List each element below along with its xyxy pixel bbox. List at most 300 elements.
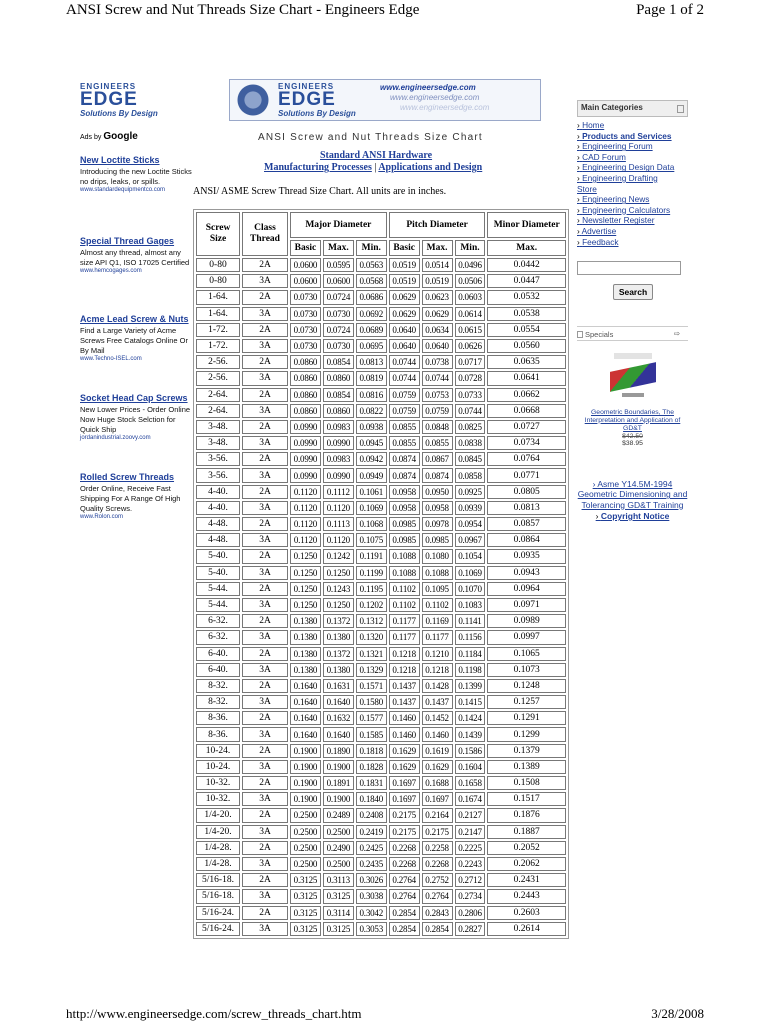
diameter-cell: 0.0442	[487, 258, 566, 272]
section-links	[264, 162, 482, 173]
diameter-cell: 0.2854	[389, 922, 420, 936]
diameter-cell: 0.2734	[455, 889, 486, 903]
diameter-cell: 0.1439	[455, 727, 486, 741]
print-header: ANSI Screw and Nut Threads Size Chart - Engineers Edge	[66, 2, 420, 18]
table-row	[196, 307, 566, 321]
diameter-cell: 0.2854	[389, 906, 420, 920]
diameter-cell: 0.0724	[323, 290, 354, 304]
arrow-icon: ›	[577, 120, 580, 130]
diameter-cell: 0.0600	[290, 258, 321, 272]
screw-size-cell: 2-56.	[196, 355, 240, 369]
table-row	[196, 727, 566, 741]
diameter-cell: 0.0532	[487, 290, 566, 304]
diameter-cell: 0.0727	[487, 420, 566, 434]
diameter-cell: 0.0730	[323, 339, 354, 353]
specials-title: Specials	[585, 329, 614, 339]
table-row	[196, 533, 566, 547]
table-row	[196, 630, 566, 644]
table-row	[196, 258, 566, 272]
category-item[interactable]	[577, 215, 688, 226]
diameter-cell: 0.0985	[422, 533, 453, 547]
diameter-cell: 0.0730	[323, 307, 354, 321]
ad-title[interactable]: Rolled Screw Threads	[80, 472, 175, 482]
diameter-cell: 0.2243	[455, 857, 486, 871]
diameter-cell: 0.0997	[487, 630, 566, 644]
diameter-cell: 0.0958	[389, 501, 420, 515]
diameter-cell: 0.3125	[323, 889, 354, 903]
diameter-cell: 0.1437	[389, 695, 420, 709]
category-item[interactable]	[577, 205, 688, 216]
diameter-cell: 0.1640	[323, 695, 354, 709]
table-row	[196, 323, 566, 337]
screw-size-cell: 1-64.	[196, 290, 240, 304]
diameter-cell: 0.0983	[323, 420, 354, 434]
class-thread-cell: 2A	[242, 776, 288, 790]
diameter-cell: 0.0759	[422, 404, 453, 418]
table-row	[196, 695, 566, 709]
class-thread-cell: 2A	[242, 517, 288, 531]
diameter-cell: 0.2062	[487, 857, 566, 871]
diameter-cell: 0.0816	[356, 388, 387, 402]
diameter-cell: 0.0854	[323, 355, 354, 369]
diameter-cell: 0.2500	[290, 841, 321, 855]
diameter-cell: 0.1195	[356, 582, 387, 596]
screw-size-cell: 6-32.	[196, 630, 240, 644]
ad-rolled-screw[interactable]	[80, 472, 192, 520]
class-thread-cell: 2A	[242, 388, 288, 402]
category-label: Engineering Design Data	[582, 162, 675, 173]
table-row	[196, 841, 566, 855]
table-row	[196, 582, 566, 596]
diameter-cell: 0.1250	[290, 549, 321, 563]
diameter-cell: 0.0614	[455, 307, 486, 321]
category-label: Feedback	[582, 236, 619, 247]
arrow-icon: ›	[577, 194, 580, 205]
table-row	[196, 598, 566, 612]
diameter-cell: 0.1424	[455, 711, 486, 725]
category-list	[577, 117, 688, 247]
diameter-cell: 0.0990	[290, 468, 321, 482]
category-label: Engineering Drafting	[582, 172, 658, 183]
screw-size-cell: 1-72.	[196, 323, 240, 337]
diameter-cell: 0.3125	[290, 889, 321, 903]
diameter-cell: 0.0954	[455, 517, 486, 531]
diameter-cell: 0.1218	[389, 647, 420, 661]
ad-url[interactable]: www.standardequipmentco.com	[80, 187, 166, 193]
diameter-cell: 0.1640	[290, 727, 321, 741]
diameter-cell: 0.1112	[323, 485, 354, 499]
diameter-cell: 0.1900	[290, 776, 321, 790]
diameter-cell: 0.0734	[487, 436, 566, 450]
diameter-cell: 0.1508	[487, 776, 566, 790]
site-banner[interactable]	[229, 79, 541, 121]
diameter-cell: 0.0867	[422, 452, 453, 466]
class-thread-cell: 2A	[242, 614, 288, 628]
diameter-cell: 0.0950	[422, 485, 453, 499]
diameter-cell: 0.1102	[422, 598, 453, 612]
screw-size-cell: 5-44.	[196, 598, 240, 612]
diameter-cell: 0.0943	[487, 566, 566, 580]
category-label: Home	[582, 120, 605, 130]
diameter-cell: 0.1674	[455, 792, 486, 806]
banner-logo-top: ENGINEERS	[278, 82, 335, 91]
diameter-cell: 0.1054	[455, 549, 486, 563]
class-thread-cell: 3A	[242, 436, 288, 450]
diameter-cell: 0.0724	[323, 323, 354, 337]
screw-size-cell: 1/4-28.	[196, 841, 240, 855]
applications-design-link[interactable]: Applications and Design	[378, 162, 483, 173]
diameter-cell: 0.1876	[487, 808, 566, 822]
header-basic: Basic	[290, 240, 321, 256]
diameter-cell: 0.1828	[356, 760, 387, 774]
diameter-cell: 0.0925	[455, 485, 486, 499]
category-item[interactable]	[577, 131, 688, 142]
diameter-cell: 0.1437	[389, 679, 420, 693]
diameter-cell: 0.0848	[422, 420, 453, 434]
diameter-cell: 0.2764	[422, 889, 453, 903]
diameter-cell: 0.0813	[356, 355, 387, 369]
logo-top-text: ENGINEERS	[80, 82, 137, 91]
diameter-cell: 0.0874	[422, 468, 453, 482]
class-thread-cell: 2A	[242, 808, 288, 822]
screw-size-cell: 8-36.	[196, 727, 240, 741]
diameter-cell: 0.1380	[323, 630, 354, 644]
diameter-cell: 0.1177	[422, 630, 453, 644]
class-thread-cell: 3A	[242, 339, 288, 353]
ad-acme-lead-screw[interactable]	[80, 314, 192, 362]
diameter-cell: 0.2431	[487, 873, 566, 887]
arrow-icon: ›	[577, 215, 580, 226]
gdt-book-image[interactable]	[606, 353, 660, 405]
diameter-cell: 0.1629	[389, 760, 420, 774]
diameter-cell: 0.2827	[455, 922, 486, 936]
table-row	[196, 760, 566, 774]
screw-size-cell: 0-80	[196, 274, 240, 288]
diameter-cell: 0.0744	[389, 371, 420, 385]
diameter-cell: 0.2147	[455, 825, 486, 839]
diameter-cell: 0.2258	[422, 841, 453, 855]
diameter-cell: 0.1460	[389, 711, 420, 725]
diameter-cell: 0.1619	[422, 744, 453, 758]
diameter-cell: 0.2712	[455, 873, 486, 887]
diameter-cell: 0.1243	[323, 582, 354, 596]
arrow-right-icon[interactable]: ⇨	[673, 328, 680, 338]
category-label: Advertise	[581, 225, 617, 236]
category-label: Products and Services	[582, 130, 672, 141]
ad-url[interactable]: www.hemcogages.com	[80, 268, 142, 274]
diameter-cell: 0.1088	[389, 566, 420, 580]
diameter-cell: 0.0506	[455, 274, 486, 288]
diameter-cell: 0.1199	[356, 566, 387, 580]
ads-by-google[interactable]	[80, 131, 138, 142]
arrow-icon: ›	[577, 162, 580, 173]
diameter-cell: 0.0560	[487, 339, 566, 353]
screw-size-cell: 1-64.	[196, 307, 240, 321]
diameter-cell: 0.0860	[290, 388, 321, 402]
diameter-cell: 0.0935	[487, 549, 566, 563]
diameter-cell: 0.0759	[389, 388, 420, 402]
diameter-cell: 0.0949	[356, 468, 387, 482]
diameter-cell: 0.0938	[356, 420, 387, 434]
diameter-cell: 0.0717	[455, 355, 486, 369]
table-row	[196, 663, 566, 677]
class-thread-cell: 2A	[242, 711, 288, 725]
category-item[interactable]	[577, 152, 688, 163]
diameter-cell: 0.0978	[422, 517, 453, 531]
diameter-cell: 0.1640	[290, 695, 321, 709]
diameter-cell: 0.1697	[389, 776, 420, 790]
ad-socket-head[interactable]	[80, 393, 192, 441]
diameter-cell: 0.1250	[290, 566, 321, 580]
ad-title[interactable]: Socket Head Cap Screws	[80, 393, 188, 403]
diameter-cell: 0.0759	[389, 404, 420, 418]
header-screw-size: Screw Size	[196, 212, 240, 256]
screw-size-cell: 2-56.	[196, 371, 240, 385]
diameter-cell: 0.0519	[389, 258, 420, 272]
screw-size-cell: 5-40.	[196, 549, 240, 563]
diameter-cell: 0.1380	[323, 663, 354, 677]
diameter-cell: 0.1887	[487, 825, 566, 839]
diameter-cell: 0.1688	[422, 776, 453, 790]
ad-title[interactable]: New Loctite Sticks	[80, 155, 160, 165]
class-thread-cell: 2A	[242, 841, 288, 855]
diameter-cell: 0.0629	[389, 290, 420, 304]
diameter-cell: 0.1156	[455, 630, 486, 644]
screw-size-cell: 6-32.	[196, 614, 240, 628]
screw-size-cell: 4-40.	[196, 501, 240, 515]
diameter-cell: 0.0662	[487, 388, 566, 402]
diameter-cell: 0.0990	[290, 420, 321, 434]
diameter-cell: 0.3038	[356, 889, 387, 903]
diameter-cell: 0.0629	[422, 307, 453, 321]
diameter-cell: 0.2854	[422, 922, 453, 936]
ad-title[interactable]: Special Thread Gages	[80, 236, 175, 246]
page-title: ANSI Screw and Nut Threads Size Chart	[258, 132, 483, 143]
table-row	[196, 614, 566, 628]
diameter-cell: 0.0615	[455, 323, 486, 337]
diameter-cell: 0.2175	[422, 825, 453, 839]
diameter-cell: 0.0985	[389, 517, 420, 531]
category-item[interactable]	[577, 237, 688, 248]
manufacturing-processes-link[interactable]: Manufacturing Processes	[264, 162, 372, 173]
diameter-cell: 0.1075	[356, 533, 387, 547]
screw-size-cell: 8-32.	[196, 695, 240, 709]
diameter-cell: 0.1250	[323, 566, 354, 580]
minimize-icon[interactable]	[677, 105, 684, 113]
diameter-cell: 0.0771	[487, 468, 566, 482]
diameter-cell: 0.0860	[290, 404, 321, 418]
book-title-link[interactable]: Geometric Boundaries, The Interpretation and Application of GD&T	[584, 408, 681, 432]
class-thread-cell: 2A	[242, 258, 288, 272]
ad-url[interactable]: www.Techno-ISEL.com	[80, 356, 142, 362]
screw-size-cell: 5/16-18.	[196, 873, 240, 887]
diameter-cell: 0.0668	[487, 404, 566, 418]
diameter-cell: 0.0860	[290, 371, 321, 385]
diameter-cell: 0.0744	[422, 371, 453, 385]
diameter-cell: 0.1198	[455, 663, 486, 677]
diameter-cell: 0.0640	[422, 339, 453, 353]
diameter-cell: 0.1372	[323, 614, 354, 628]
class-thread-cell: 3A	[242, 274, 288, 288]
table-row	[196, 339, 566, 353]
diameter-cell: 0.1586	[455, 744, 486, 758]
diameter-cell: 0.0744	[389, 355, 420, 369]
diameter-cell: 0.1242	[323, 549, 354, 563]
class-thread-cell: 2A	[242, 906, 288, 920]
asme-training-label: Asme Y14.5M-1994 Geometric Dimensioning and Tolerancing GD&T Training	[577, 478, 688, 510]
category-item[interactable]	[577, 162, 688, 173]
diameter-cell: 0.1141	[455, 614, 486, 628]
header-class-thread: Class Thread	[242, 212, 288, 256]
diameter-cell: 0.0854	[323, 388, 354, 402]
engineers-edge-logo[interactable]	[80, 82, 190, 122]
diameter-cell: 0.0942	[356, 452, 387, 466]
diameter-cell: 0.0623	[422, 290, 453, 304]
diameter-cell: 0.1250	[323, 598, 354, 612]
category-item[interactable]	[577, 194, 688, 205]
class-thread-cell: 3A	[242, 598, 288, 612]
diameter-cell: 0.0964	[487, 582, 566, 596]
diameter-cell: 0.1399	[455, 679, 486, 693]
diameter-cell: 0.1380	[290, 614, 321, 628]
screw-size-cell: 1-72.	[196, 339, 240, 353]
diameter-cell: 0.0958	[422, 501, 453, 515]
diameter-cell: 0.0603	[455, 290, 486, 304]
diameter-cell: 0.1380	[290, 663, 321, 677]
standard-ansi-hardware-link[interactable]: Standard ANSI Hardware	[320, 150, 433, 161]
diameter-cell: 0.0990	[323, 468, 354, 482]
table-row	[196, 808, 566, 822]
diameter-cell: 0.2500	[323, 825, 354, 839]
diameter-cell: 0.1632	[323, 711, 354, 725]
diameter-cell: 0.0753	[422, 388, 453, 402]
screw-size-cell: 10-24.	[196, 744, 240, 758]
diameter-cell: 0.0519	[389, 274, 420, 288]
table-row	[196, 873, 566, 887]
class-thread-cell: 3A	[242, 695, 288, 709]
table-row	[196, 355, 566, 369]
table-row	[196, 371, 566, 385]
diameter-cell: 0.1389	[487, 760, 566, 774]
screw-size-cell: 5/16-24.	[196, 922, 240, 936]
category-label: CAD Forum	[582, 151, 626, 162]
diameter-cell: 0.1452	[422, 711, 453, 725]
google-logo: Google	[103, 131, 138, 142]
diameter-cell: 0.0990	[323, 436, 354, 450]
diameter-cell: 0.0805	[487, 485, 566, 499]
asme-training-link[interactable]	[577, 479, 688, 511]
ad-loctite[interactable]	[80, 155, 192, 193]
header-minor-diameter: Minor Diameter	[487, 212, 566, 238]
minimize-icon[interactable]	[577, 331, 583, 338]
class-thread-cell: 2A	[242, 582, 288, 596]
ad-url[interactable]: www.Rolon.com	[80, 514, 124, 520]
diameter-cell: 0.3125	[290, 873, 321, 887]
banner-urls	[380, 83, 489, 113]
diameter-cell: 0.1210	[422, 647, 453, 661]
diameter-cell: 0.1697	[389, 792, 420, 806]
diameter-cell: 0.1069	[455, 566, 486, 580]
diameter-cell: 0.1169	[422, 614, 453, 628]
diameter-cell: 0.1460	[389, 727, 420, 741]
ad-title[interactable]: Acme Lead Screw & Nuts	[80, 314, 189, 324]
diameter-cell: 0.0447	[487, 274, 566, 288]
table-row	[196, 468, 566, 482]
class-thread-cell: 3A	[242, 630, 288, 644]
ad-thread-gages[interactable]	[80, 236, 192, 274]
diameter-cell: 0.0695	[356, 339, 387, 353]
category-item[interactable]	[577, 120, 688, 131]
intro-text: ANSI/ ASME Screw Thread Size Chart. All units are in inches.	[193, 186, 447, 197]
copyright-notice-link[interactable]	[577, 511, 688, 521]
class-thread-cell: 3A	[242, 889, 288, 903]
diameter-cell: 0.1120	[290, 485, 321, 499]
screw-size-cell: 10-32.	[196, 776, 240, 790]
diameter-cell: 0.0860	[323, 404, 354, 418]
diameter-cell: 0.0554	[487, 323, 566, 337]
screw-size-cell: 5-40.	[196, 566, 240, 580]
diameter-cell: 0.2490	[323, 841, 354, 855]
diameter-cell: 0.1697	[422, 792, 453, 806]
diameter-cell: 0.0864	[487, 533, 566, 547]
diameter-cell: 0.0990	[290, 452, 321, 466]
diameter-cell: 0.2843	[422, 906, 453, 920]
diameter-cell: 0.2052	[487, 841, 566, 855]
diameter-cell: 0.0600	[323, 274, 354, 288]
ad-body: Order Online, Receive Fast Shipping For A Range Of High Quality Screws.	[80, 484, 181, 513]
class-thread-cell: 3A	[242, 760, 288, 774]
class-thread-cell: 2A	[242, 355, 288, 369]
arrow-icon: ›	[577, 225, 580, 236]
category-item[interactable]	[577, 173, 688, 184]
diameter-cell: 0.0538	[487, 307, 566, 321]
diameter-cell: 0.3053	[356, 922, 387, 936]
diameter-cell: 0.0635	[487, 355, 566, 369]
diameter-cell: 0.1120	[290, 533, 321, 547]
diameter-cell: 0.2489	[323, 808, 354, 822]
diameter-cell: 0.1248	[487, 679, 566, 693]
diameter-cell: 0.2175	[389, 825, 420, 839]
search-button[interactable]: Search	[613, 284, 653, 300]
screw-size-cell: 4-48.	[196, 533, 240, 547]
diameter-cell: 0.1218	[389, 663, 420, 677]
diameter-cell: 0.3125	[290, 922, 321, 936]
diameter-cell: 0.0738	[422, 355, 453, 369]
diameter-cell: 0.1372	[323, 647, 354, 661]
class-thread-cell: 3A	[242, 307, 288, 321]
banner-logo	[278, 82, 356, 118]
table-row	[196, 404, 566, 418]
ad-url[interactable]: jordanindustrial.zoovy.com	[80, 435, 151, 441]
diameter-cell: 0.3042	[356, 906, 387, 920]
print-date: 3/28/2008	[651, 1006, 704, 1021]
diameter-cell: 0.1120	[323, 501, 354, 515]
search-input[interactable]	[577, 261, 681, 275]
diameter-cell: 0.1900	[323, 792, 354, 806]
category-item[interactable]	[577, 141, 688, 152]
screw-size-cell: 4-48.	[196, 517, 240, 531]
category-item[interactable]	[577, 184, 688, 195]
diameter-cell: 0.2764	[389, 873, 420, 887]
class-thread-cell: 3A	[242, 566, 288, 580]
header-major-diameter: Major Diameter	[290, 212, 387, 238]
category-item[interactable]	[577, 226, 688, 237]
table-row	[196, 744, 566, 758]
diameter-cell: 0.2268	[422, 857, 453, 871]
diameter-cell: 0.3125	[323, 922, 354, 936]
diameter-cell: 0.0730	[290, 307, 321, 321]
diameter-cell: 0.0945	[356, 436, 387, 450]
